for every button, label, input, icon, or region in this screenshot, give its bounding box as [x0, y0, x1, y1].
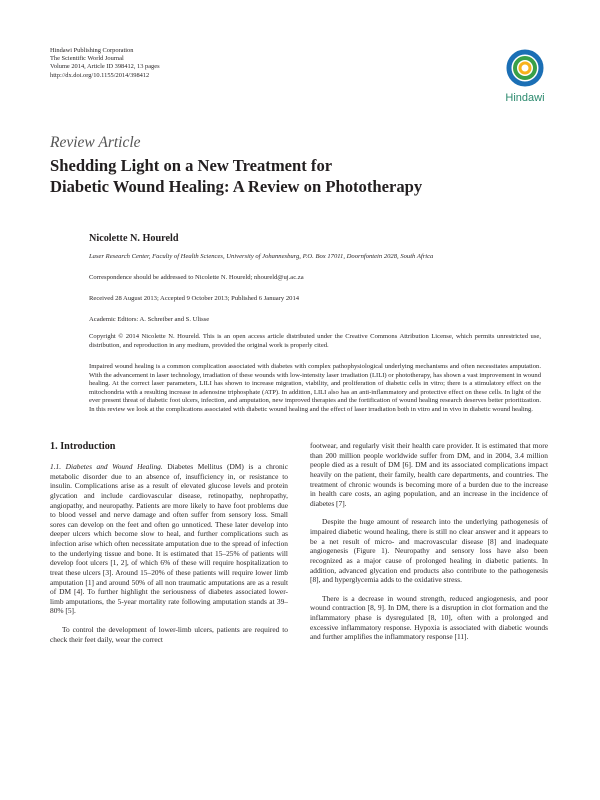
doi-link[interactable]: http://dx.doi.org/10.1155/2014/398412 — [50, 71, 150, 79]
hindawi-logo — [497, 48, 553, 106]
paragraph: To control the development of lower-limb ulcers, patients are required to check their feet daily, wear the correct — [50, 625, 288, 644]
academic-editors: Academic Editors: A. Schreiber and S. Ulisse — [89, 316, 210, 323]
paragraph: There is a decrease in wound strength, reduced angiogenesis, and poor wound contraction [8, 9]. In DM, there is a disruption in clot formation and the inflammatory phase is dysregulated [8, 10], often with a prolonged and excessive inflammatory response. Hypoxia is associated with diabetic wounds and further amplifies the inflammatory response [11]. — [310, 593, 548, 642]
hindawi-rings-icon — [497, 48, 553, 92]
volume-line: Volume 2014, Article ID 398412, 13 pages — [50, 63, 160, 71]
copyright-notice: Copyright © 2014 Nicolette N. Houreld. This is an open access article distributed under the Creative Commons Attribution License, which permits unrestricted use, distribution, and reproduction in any medium, provided the original work is properly cited. — [89, 333, 541, 349]
correspondence: Correspondence should be addressed to Nicolette N. Houreld; nhoureld@uj.ac.za — [89, 274, 304, 281]
hindawi-wordmark: Hindawi — [505, 92, 545, 104]
publisher-line: Hindawi Publishing Corporation — [50, 47, 134, 54]
article-title — [50, 156, 530, 197]
title-line-1: Shedding Light on a New Treatment for — [50, 156, 333, 175]
journal-name: The Scientific World Journal — [50, 55, 124, 63]
paragraph: Despite the huge amount of research into the underlying pathogenesis of impaired diabetic wound healing, there is still no clear answer and it appears to be a net result of micro- and macrovascular disease [8] and inadequate angiogenesis (Figure 1). Neuropathy and sensory loss have also been recognized as a major cause of prolonged healing in diabetic patients. In addition, advanced glycation end products also contribute to the pathogenesis [8], and hyperglycemia adds to the oxidative stress. — [310, 517, 548, 585]
title-line-2: Diabetic Wound Healing: A Review on Phototherapy — [50, 176, 423, 196]
article-type: Review Article — [50, 134, 141, 151]
body-column-right — [310, 441, 548, 651]
author-name: Nicolette N. Houreld — [89, 233, 179, 244]
section-heading: 1. Introduction — [50, 441, 116, 452]
paragraph: footwear, and regularly visit their health care provider. It is estimated that more than 200 million people worldwide suffer from DM, and in 2004, 3.4 million people died as a result of DM [6]. DM and its associated complications impact heavily on the patient, their family, health care departments, and countries. The treatment of chronic wounds is becoming more of a burden due to the increase in health care costs, an aging population, and an increase in the incidence of diabetes [7]. — [310, 441, 548, 508]
publication-dates: Received 28 August 2013; Accepted 9 October 2013; Published 6 January 2014 — [89, 295, 300, 302]
journal-header — [50, 47, 160, 80]
abstract: Impaired wound healing is a common complication associated with diabetes with complex pathophysiological underlying mechanisms and often necessitates amputation. With the advancement in laser technology, irradiation of these wounds with low-intensity laser irradiation (LILI) or phototherapy, has shown a vast improvement in wound healing. At the correct laser parameters, LILI has shown to increase migration, viability, and proliferation of diabetic cells in vitro; there is a stimulatory effect on the mitochondria with a resulting increase in adenosine triphosphate (ATP). In addition, LILI also has an anti-inflammatory and protective effect on these cells. In light of the ever present threat of diabetic foot ulcers, infection, and amputation, new improved therapies and the fortification of wound healing research deserves better prioritization. In this review we look at the complications associated with diabetic wound healing and the effect of laser irradiation both in vitro and in vivo in diabetic wound healing. — [89, 363, 541, 413]
affiliation: Laser Research Center, Faculty of Health Sciences, University of Johannesburg, P.O. Box 17011, Doornfontein 2028, South Africa — [89, 253, 434, 260]
subsection-heading: 1.1. Diabetes and Wound Healing. — [50, 462, 163, 471]
paragraph — [50, 462, 288, 616]
paragraph-text: Diabetes Mellitus (DM) is a chronic metabolic disorder due to an absence of, insufficiency in, or resistance to insulin. Complications arise as a result of elevated glucose levels and protein glycation and include cardiovascular disease, retinopathy, nephropathy, angiopathy, and neuropathy. Patients are more likely to have foot problems due to blood vessel and nerve damage and often suffer from sensory loss. Small sores can develop on the feet and often go unnoticed. These later develop into deeper ulcers which become slow to heal, and further complications such as infection arise which often necessitate amputation due to the spread of infection to the underlying tissue and bone. It is estimated that 15–25% of patients will develop foot ulcers [1, 2], of which 6% of these will require hospitalization to treat these ulcers [3]. Around 15–20% of these patients will require lower limb amputation [1] and around 50% of all non traumatic amputations are as a result of DM [4]. To further highlight the seriousness of diabetes associated lower-limb amputations, the 5-year mortality rate following amputation stands at 39–80% [5]. — [50, 462, 288, 616]
body-column-left — [50, 441, 288, 653]
